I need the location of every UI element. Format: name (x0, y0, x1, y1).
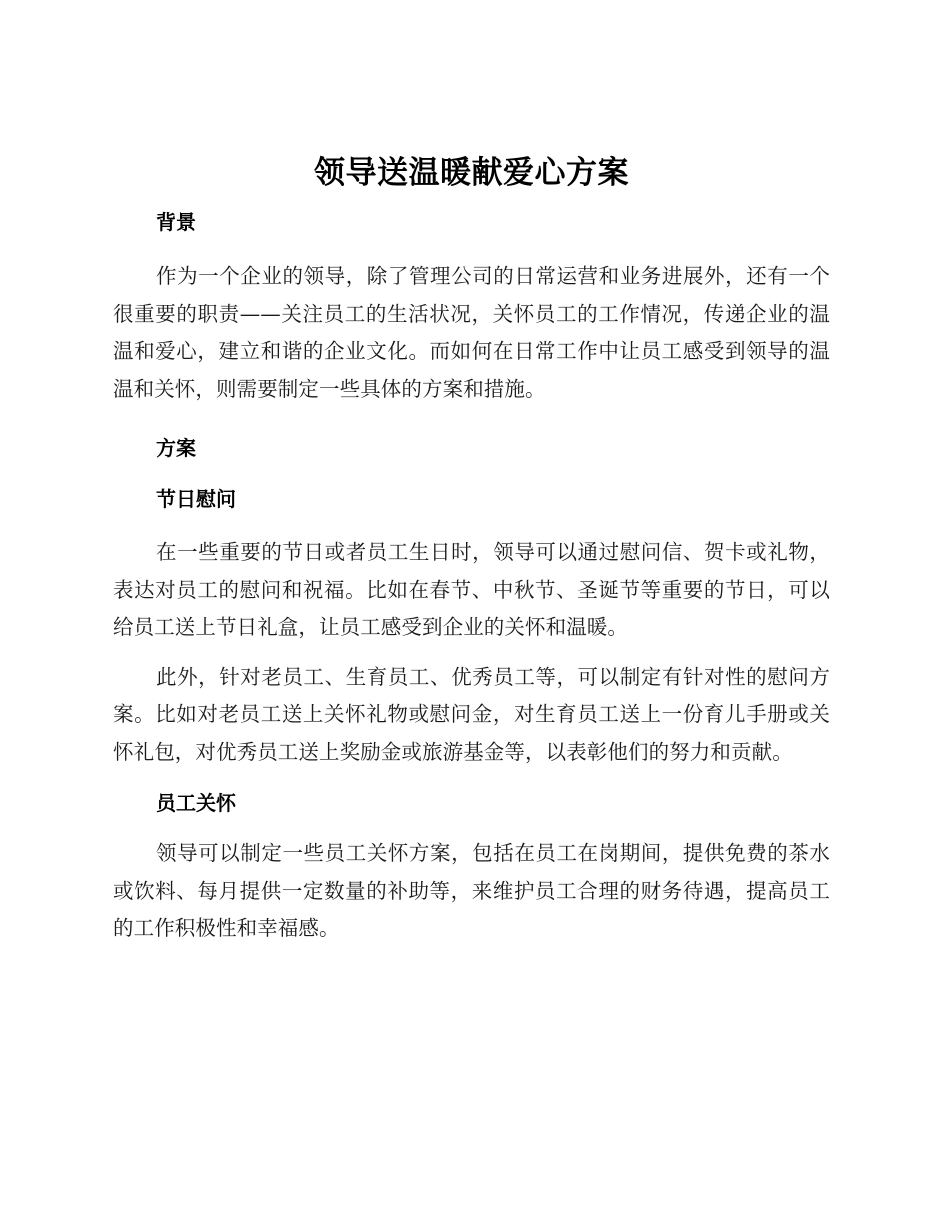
section-heading-plan: 方案 (156, 436, 196, 460)
document-title: 领导送温暖献爱心方案 (314, 155, 629, 191)
section-heading-background: 背景 (156, 210, 196, 234)
paragraph-holiday-greetings-2: 此外，针对老员工、生育员工、优秀员工等，可以制定有针对性的慰问方案。比如对老员工送上关怀礼物或慰问金，对生育员工送上一份育儿手册或关怀礼包，对优秀员工送上奖励金或旅游基金等，以表彰他们的努力和贡献。 (113, 664, 830, 764)
section-heading-employee-care: 员工关怀 (156, 791, 236, 815)
document-page (113, 148, 830, 948)
paragraph-holiday-greetings-1: 在一些重要的节日或者员工生日时，领导可以通过慰问信、贺卡或礼物，表达对员工的慰问和祝福。比如在春节、中秋节、圣诞节等重要的节日，可以给员工送上节日礼盒，让员工感受到企业的关怀和温暖。 (113, 540, 830, 639)
section-heading-holiday-greetings: 节日慰问 (156, 487, 236, 511)
paragraph-background: 作为一个企业的领导，除了管理公司的日常运营和业务进展外，还有一个很重要的职责——关注员工的生活状况，关怀员工的工作情况，传递企业的温温和爱心，建立和谐的企业文化。而如何在日常工作中让员工感受到领导的温温和关怀，则需要制定一些具体的方案和措施。 (113, 264, 830, 401)
paragraph-employee-care: 领导可以制定一些员工关怀方案，包括在员工在岗期间，提供免费的茶水或饮料、每月提供一定数量的补助等，来维护员工合理的财务待遇，提高员工的工作积极性和幸福感。 (113, 841, 830, 940)
